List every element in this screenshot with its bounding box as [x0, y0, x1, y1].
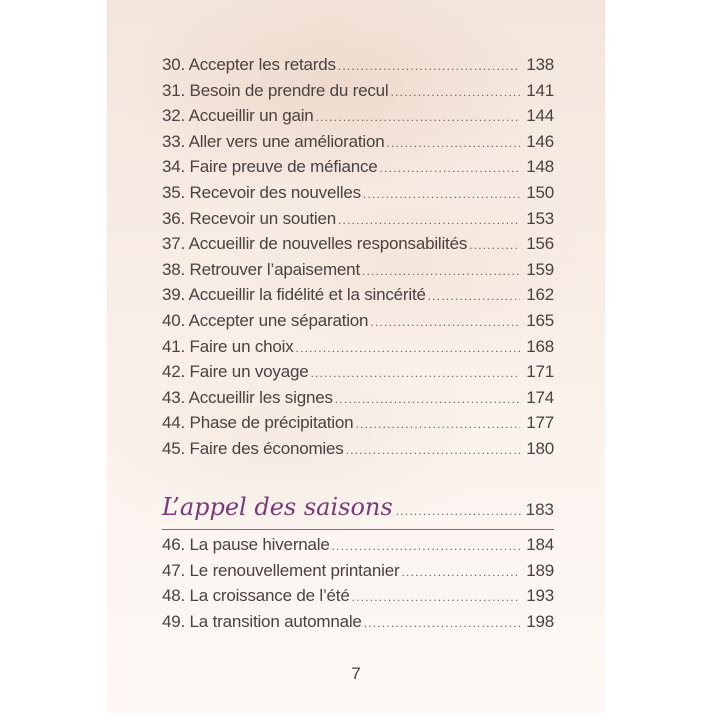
toc-entry-page: 146 — [526, 131, 554, 151]
toc-entry — [162, 334, 554, 360]
leader-dots — [386, 131, 520, 157]
toc-entry-title: 42. Faire un voyage — [162, 362, 309, 382]
toc-entry-page: 198 — [526, 611, 554, 631]
toc-entry-title: 44. Phase de précipitation — [162, 413, 354, 433]
leader-dots — [396, 494, 522, 528]
toc-entry-page: 189 — [526, 560, 554, 580]
toc-entry-page: 159 — [526, 259, 554, 279]
leader-dots — [380, 156, 520, 182]
toc-entry-page: 180 — [526, 438, 554, 458]
leader-dots — [370, 310, 520, 336]
toc-entry — [162, 558, 554, 584]
leader-dots — [332, 534, 520, 560]
toc-entry — [162, 154, 554, 180]
leader-dots — [316, 105, 520, 131]
toc-entry — [162, 129, 554, 155]
toc-entry-page: 162 — [526, 285, 554, 305]
toc-entry-title: 33. Aller vers une amélioration — [162, 131, 385, 151]
leader-dots — [296, 336, 520, 362]
toc-entry-title: 35. Recevoir des nouvelles — [162, 182, 361, 202]
toc-entry-page: 193 — [526, 586, 554, 606]
toc-entry — [162, 52, 554, 78]
leader-dots — [346, 438, 520, 464]
toc-entry-page: 148 — [526, 157, 554, 177]
leader-dots — [338, 208, 520, 234]
leader-dots — [352, 585, 520, 611]
toc-entry-page: 174 — [526, 387, 554, 407]
section-toc-list — [162, 532, 554, 634]
toc-entry-title: 40. Accepter une séparation — [162, 310, 369, 330]
leader-dots — [428, 284, 520, 310]
leader-dots — [338, 54, 520, 80]
toc-entry-title: 30. Accepter les retards — [162, 55, 336, 74]
toc-entry-title: 48. La croissance de l’été — [162, 586, 350, 606]
leader-dots — [310, 361, 520, 387]
toc-entry — [162, 308, 554, 334]
toc-entry-title: 49. La transition automnale — [162, 611, 362, 631]
page-number: 7 — [351, 664, 361, 683]
section-divider — [162, 529, 554, 530]
toc-entry-title: 47. Le renouvellement printanier — [162, 560, 400, 580]
toc-entry-title: 37. Accueillir de nouvelles responsabilités — [162, 234, 468, 254]
leader-dots — [335, 387, 520, 413]
toc-entry-page: 171 — [526, 362, 554, 382]
toc-entry — [162, 359, 554, 385]
toc-entry — [162, 206, 554, 232]
toc-entry-title: 45. Faire des économies — [162, 438, 344, 458]
toc-entry — [162, 180, 554, 206]
leader-dots — [401, 560, 520, 586]
toc-entry — [162, 103, 554, 129]
toc-entry — [162, 583, 554, 609]
toc-entry — [162, 231, 554, 257]
toc-entry-page: 177 — [526, 413, 554, 433]
leader-dots — [469, 233, 520, 259]
leader-dots — [362, 259, 520, 285]
toc-entry-title: 36. Recevoir un soutien — [162, 208, 337, 228]
toc-entry-title: 39. Accueillir la fidélité et la sincérité — [162, 285, 426, 305]
toc-entry — [162, 532, 554, 558]
section-page: 183 — [525, 500, 554, 519]
toc-entry — [162, 78, 554, 104]
leader-dots — [391, 80, 521, 106]
toc-entry-title: 38. Retrouver l’apaisement — [162, 259, 360, 279]
toc-entry-page: 156 — [526, 234, 554, 254]
toc-entry-title: 32. Accueillir un gain — [162, 106, 314, 126]
toc-entry-page: 141 — [526, 80, 554, 100]
toc-entry-page: 144 — [526, 106, 554, 126]
toc-entry-title: 34. Faire preuve de méfiance — [162, 157, 378, 177]
toc-entry-page: 184 — [526, 535, 554, 554]
toc-list — [162, 52, 554, 462]
toc-entry-title: 31. Besoin de prendre du recul — [162, 80, 389, 100]
toc-entry-title: 46. La pause hivernale — [162, 535, 330, 554]
toc-entry — [162, 410, 554, 436]
leader-dots — [363, 182, 520, 208]
toc-entry — [162, 257, 554, 283]
book-page — [107, 0, 605, 713]
leader-dots — [355, 412, 520, 438]
toc-entry — [162, 436, 554, 462]
toc-entry-page: 165 — [526, 310, 554, 330]
toc-entry-page: 138 — [526, 55, 554, 74]
section-title: L’appel des saisons — [162, 493, 393, 521]
toc-entry-page: 153 — [526, 208, 554, 228]
section-heading — [162, 490, 554, 524]
toc-entry-title: 41. Faire un choix — [162, 336, 294, 356]
toc-entry-page: 150 — [526, 182, 554, 202]
leader-dots — [364, 611, 520, 637]
toc-entry-page: 168 — [526, 336, 554, 356]
toc-entry — [162, 385, 554, 411]
toc-entry — [162, 609, 554, 635]
toc-entry-title: 43. Accueillir les signes — [162, 387, 333, 407]
toc-entry — [162, 282, 554, 308]
